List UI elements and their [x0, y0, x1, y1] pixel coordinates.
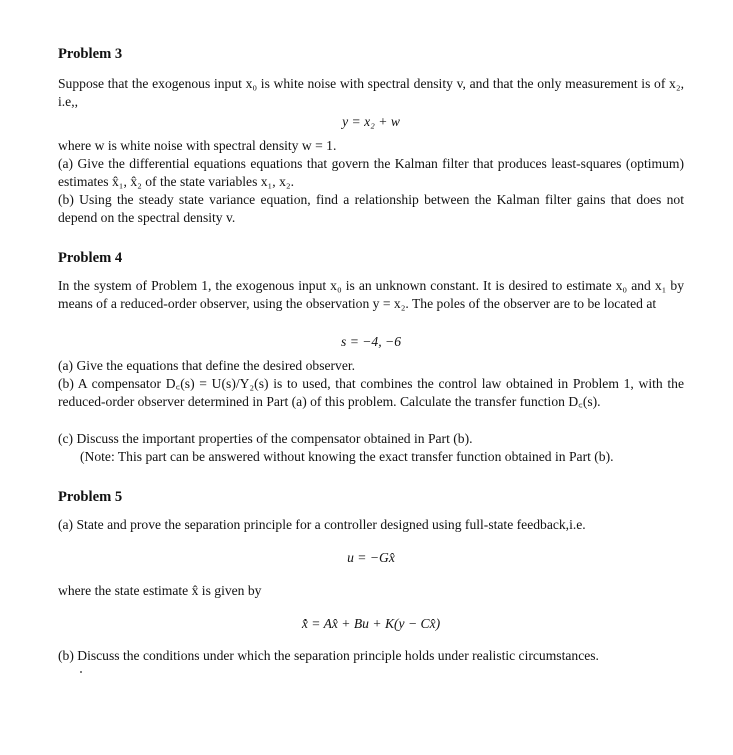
problem-5-estimate-text: where the state estimate x̂ is given by — [58, 583, 262, 598]
problem-5-part-b: (b) Discuss the conditions under which the separation principle holds under realistic circumstances. — [58, 648, 599, 663]
problem-4-part-a: (a) Give the equations that define the desired observer. — [58, 358, 356, 373]
problem-5-observer-equation: x̂̇ = Ax̂ + Bu + K(y − Cx̂) — [301, 616, 441, 631]
problem-3-part-b: (b) Using the steady state variance equation, find a relationship between the Kalman filter gains that does not depend on the spectral density v. — [58, 192, 684, 225]
stray-mark — [80, 671, 82, 673]
problem-5-heading: Problem 5 — [58, 489, 123, 505]
problem-3-intro: Suppose that the exogenous input x₀ is white noise with spectral density v, and that the only measurement is of x₂, i.e,, — [58, 76, 684, 109]
problem-3-heading: Problem 3 — [58, 46, 123, 62]
problem-3-part-a: (a) Give the differential equations equations that govern the Kalman filter that produces least-squares (optimum) estimates x̂₁, x̂₂ of the state variables x₁, x₂. — [58, 156, 684, 189]
problem-4-equation: s = −4, −6 — [341, 334, 401, 349]
problem-4-part-b: (b) A compensator D꜀(s) = U(s)/Y₂(s) is to used, that combines the control law obtained in Problem 1, with the reduced-order observer determined in Part (a) of this problem. Calculate the transfer function D꜀(s). — [58, 376, 684, 409]
problem-3-noise-text: where w is white noise with spectral density w = 1. — [58, 138, 337, 153]
problem-5-control-law: u = −Gx̂ — [347, 550, 395, 565]
problem-4-note: (Note: This part can be answered without knowing the exact transfer function obtained in Part (b). — [80, 449, 614, 464]
problem-4-intro: In the system of Problem 1, the exogenous input x₀ is an unknown constant. It is desired to estimate x₀ and x₁ by means of a reduced-order observer, using the observation y = x₂. The poles of the observer are to be located at — [58, 278, 684, 311]
problem-5-part-a: (a) State and prove the separation principle for a controller designed using full-state feedback,i.e. — [58, 517, 586, 532]
problem-4-heading: Problem 4 — [58, 250, 123, 266]
problem-3-equation: y = x₂ + w — [342, 114, 400, 129]
problem-4-part-c: (c) Discuss the important properties of the compensator obtained in Part (b). — [58, 431, 473, 446]
